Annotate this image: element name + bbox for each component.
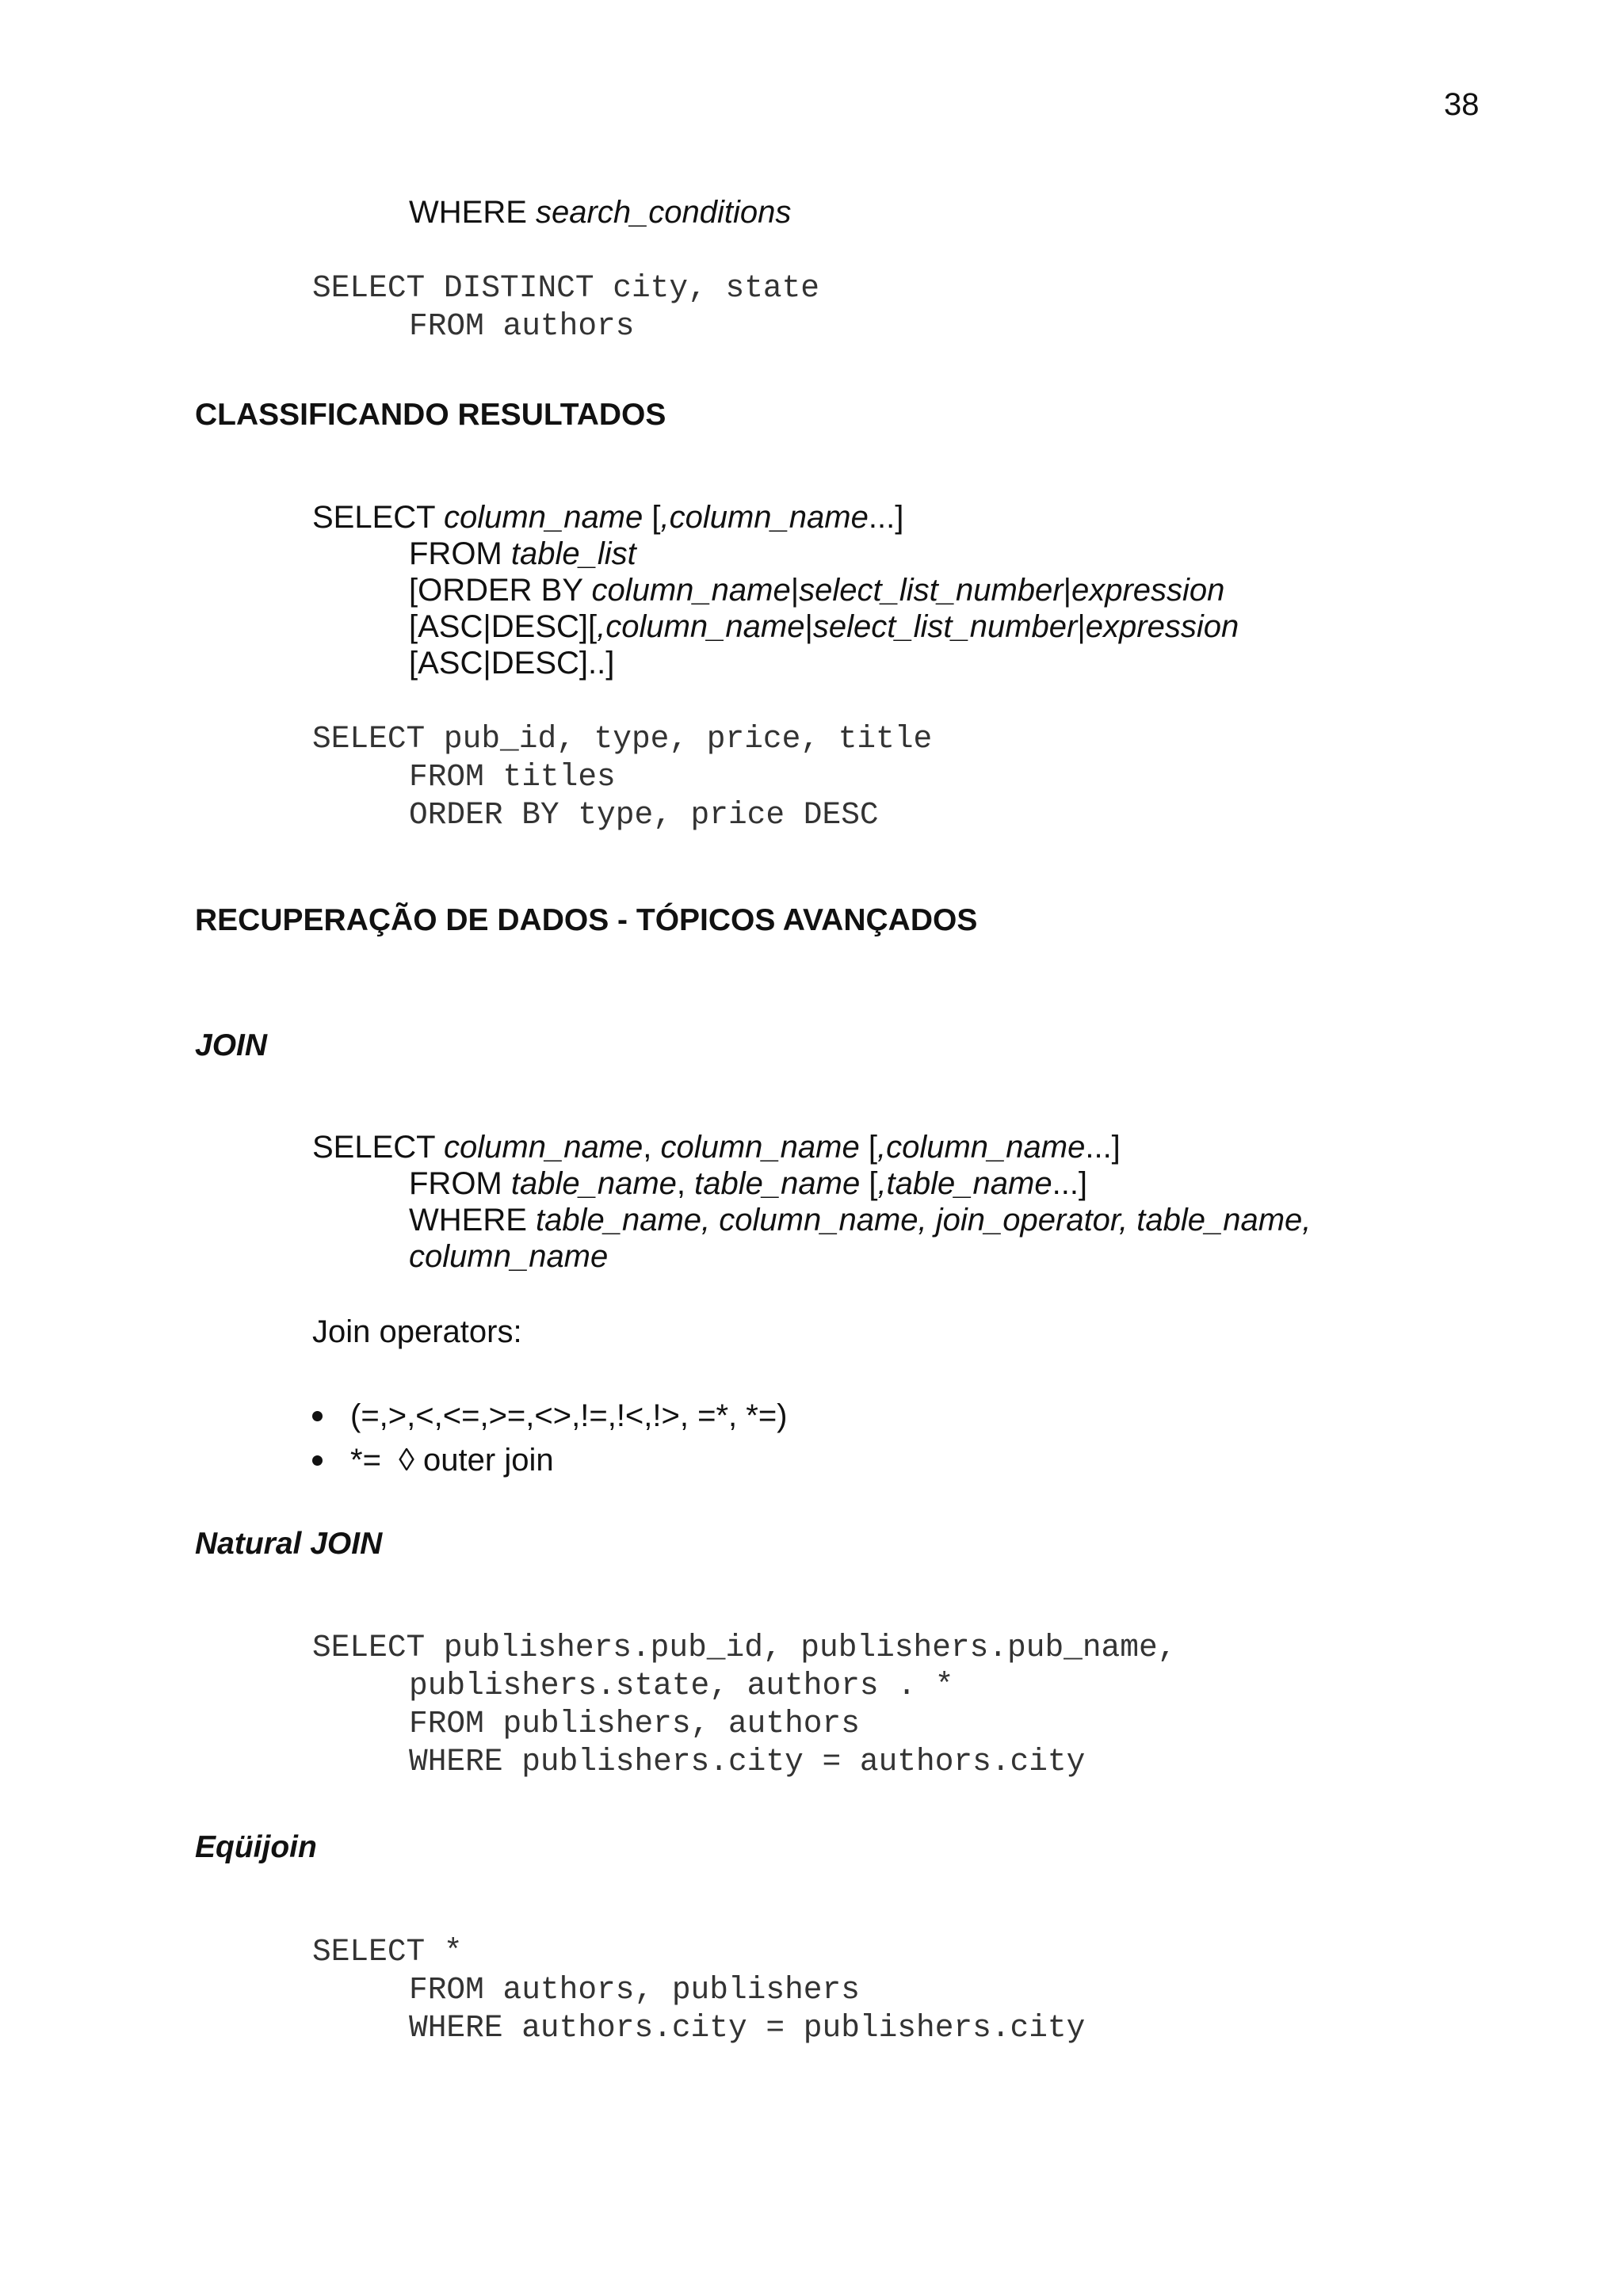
bullet-icon — [312, 1455, 323, 1466]
code-line: FROM authors — [409, 308, 635, 344]
syntax-line: [ASC|DESC][,column_name|select_list_number|expression — [409, 609, 1239, 644]
code-line: WHERE authors.city = publishers.city — [409, 2010, 1086, 2046]
subheading-equijoin: Eqüijoin — [195, 1830, 317, 1864]
code-line: publishers.state, authors . * — [409, 1668, 954, 1703]
syntax-line: SELECT column_name, column_name [,column_name...] — [312, 1130, 1121, 1165]
bullet-icon — [312, 1411, 323, 1421]
list-item: *= ◊ outer join — [350, 1443, 554, 1478]
syntax-line: SELECT column_name [,column_name...] — [312, 500, 904, 535]
code-line: SELECT pub_id, type, price, title — [312, 721, 933, 757]
page-number: 38 — [1444, 87, 1480, 122]
syntax-line: column_name — [409, 1239, 609, 1274]
code-line: FROM titles — [409, 759, 616, 795]
where-syntax-line: WHERE search_conditions — [409, 195, 792, 230]
code-line: SELECT * — [312, 1934, 463, 1970]
syntax-line: WHERE table_name, column_name, join_operator, table_name, — [409, 1203, 1312, 1238]
code-line: WHERE publishers.city = authors.city — [409, 1744, 1086, 1779]
list-item: (=,>,<,<=,>=,<>,!=,!<,!>, =*, *=) — [350, 1398, 788, 1433]
code-line: ORDER BY type, price DESC — [409, 797, 879, 833]
code-line: FROM authors, publishers — [409, 1972, 860, 2008]
code-line: SELECT publishers.pub_id, publishers.pub_name, — [312, 1630, 1177, 1665]
syntax-line: [ASC|DESC]..] — [409, 646, 615, 681]
subheading-join: JOIN — [195, 1028, 268, 1062]
section-heading-classificando: CLASSIFICANDO RESULTADOS — [195, 398, 666, 432]
syntax-line: [ORDER BY column_name|select_list_number|expression — [409, 573, 1225, 608]
code-line: FROM publishers, authors — [409, 1706, 860, 1741]
code-line: SELECT DISTINCT city, state — [312, 270, 820, 306]
section-heading-recuperacao: RECUPERAÇÃO DE DADOS - TÓPICOS AVANÇADOS — [195, 903, 978, 937]
subheading-natural-join: Natural JOIN — [195, 1527, 383, 1561]
syntax-line: FROM table_name, table_name [,table_name...] — [409, 1166, 1088, 1201]
syntax-line: FROM table_list — [409, 536, 636, 571]
join-operators-label: Join operators: — [312, 1314, 522, 1349]
